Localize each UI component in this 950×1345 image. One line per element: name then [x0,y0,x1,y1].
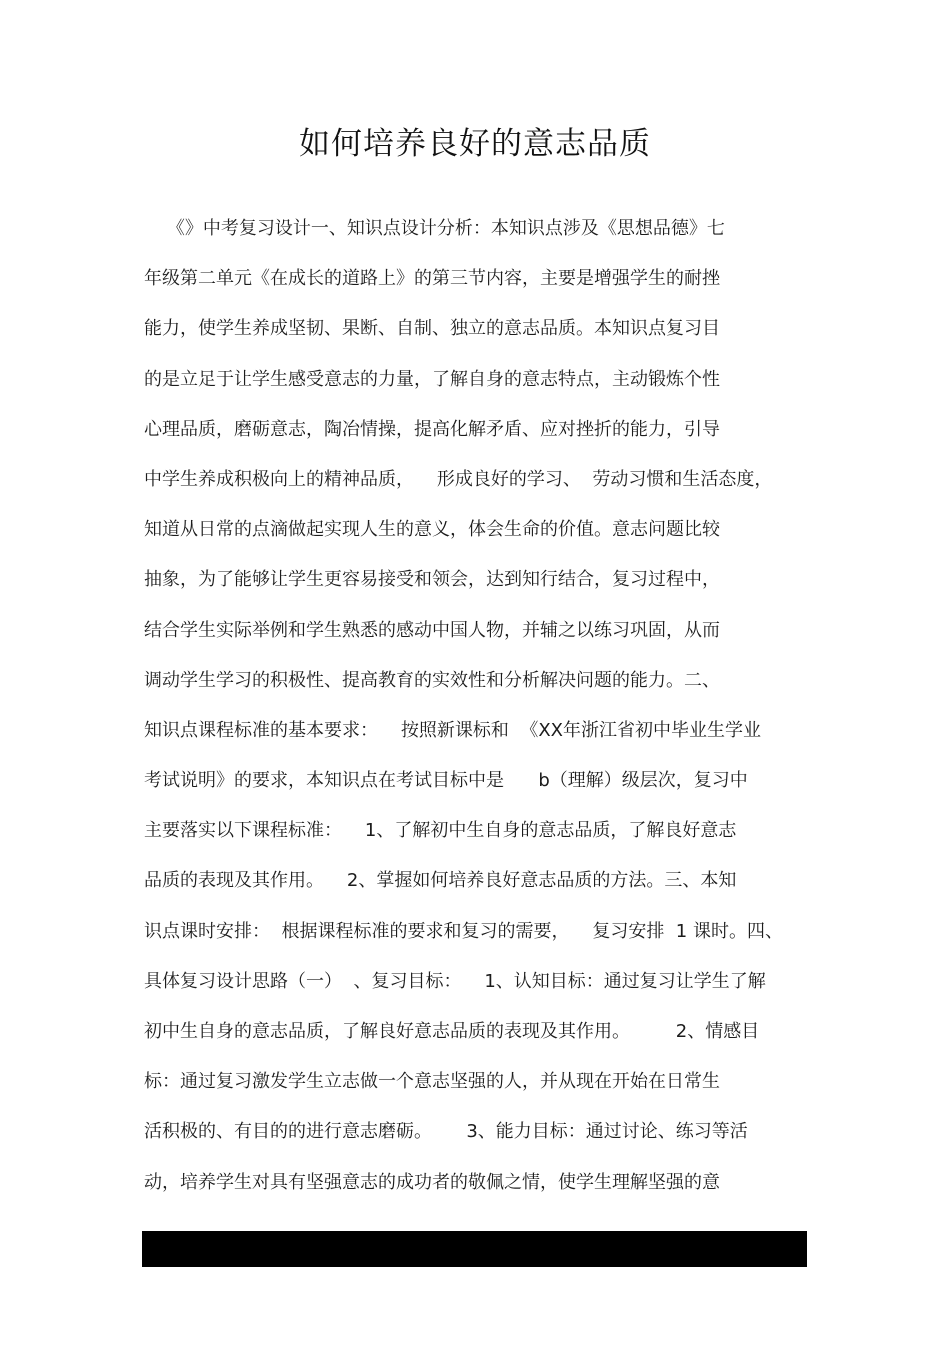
document-body [144,207,824,1211]
body-line: 品质的表现及其作用。 2、掌握如何培养良好意志品质的方法。三、本知 [144,870,737,892]
body-line: 标：通过复习激发学生立志做一个意志坚强的人，并从现在开始在日常生 [144,1071,720,1093]
body-line: 主要落实以下课程标准： 1、了解初中生自身的意志品质，了解良好意志 [144,820,737,842]
body-line: 识点课时安排： 根据课程标准的要求和复习的需要， 复习安排 1 课时。四、 [144,920,783,942]
body-line: 调动学生学习的积极性、提高教育的实效性和分析解决问题的能力。二、 [144,669,720,691]
body-line: 知道从日常的点滴做起实现人生的意义，体会生命的价值。意志问题比较 [144,519,720,541]
body-line: 抽象，为了能够让学生更容易接受和领会，达到知行结合，复习过程中， [144,569,720,591]
body-line: 初中生自身的意志品质，了解良好意志品质的表现及其作用。 2、情感目 [144,1021,760,1042]
body-line: 能力，使学生养成坚韧、果断、自制、独立的意志品质。本知识点复习目 [144,318,720,340]
body-line: 心理品质，磨砺意志，陶冶情操，提高化解矛盾、应对挫折的能力，引导 [144,418,720,440]
body-line: 知识点课程标准的基本要求： 按照新课标和 《XX年浙江省初中毕业生学业 [144,719,761,741]
body-line: 活积极的、有目的的进行意志磨砺。 3、能力目标：通过讨论、练习等活 [144,1121,748,1143]
body-line: 中学生养成积极向上的精神品质， 形成良好的学习、 劳动习惯和生活态度， [144,468,773,490]
footer-redaction-bar [142,1231,807,1267]
body-line: 的是立足于让学生感受意志的力量，了解自身的意志特点，主动锻炼个性 [144,368,720,390]
body-line: 年级第二单元《在成长的道路上》的第三节内容，主要是增强学生的耐挫 [144,268,720,290]
body-line: 《》中考复习设计一、知识点设计分析：本知识点涉及《思想品德》七 [144,218,725,239]
body-line: 具体复习设计思路（一） 、复习目标： 1、认知目标：通过复习让学生了解 [144,970,766,992]
body-line: 动，培养学生对具有坚强意志的成功者的敬佩之情，使学生理解坚强的意 [144,1171,720,1193]
body-line: 结合学生实际举例和学生熟悉的感动中国人物，并辅之以练习巩固，从而 [144,619,720,641]
body-line: 考试说明》的要求，本知识点在考试目标中是 b（理解）级层次，复习中 [144,770,748,792]
document-title: 如何培养良好的意志品质 [299,126,651,162]
